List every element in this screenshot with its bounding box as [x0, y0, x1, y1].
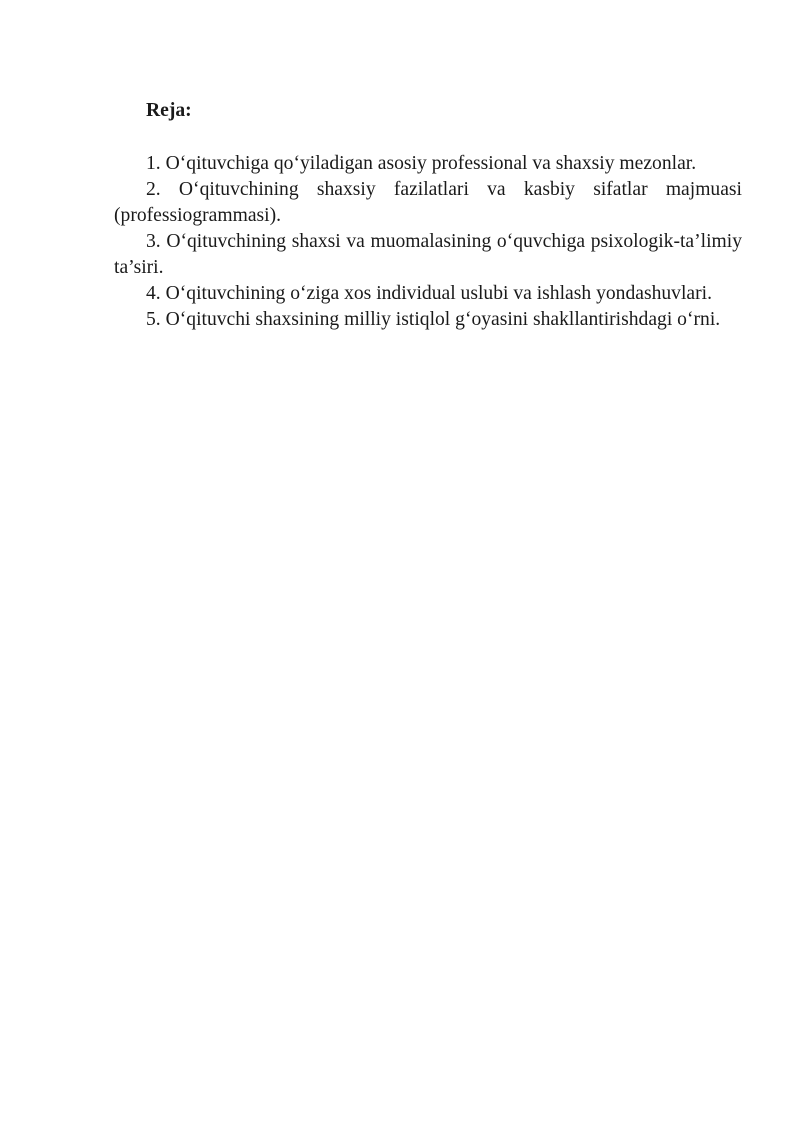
plan-item-4: 4. O‘qituvchining o‘ziga xos individual uslubi va ishlash yondashuvlari. — [146, 283, 712, 304]
plan-item-3: 3. O‘qituvchining shaxsi va muomalasining o‘quvchiga psixologik-ta’limiy ta’siri. — [114, 231, 742, 278]
plan-item-1: 1. O‘qituvchiga qo‘yiladigan asosiy professional va shaxsiy mezonlar. — [146, 153, 697, 174]
plan-item-2: 2. O‘qituvchining shaxsiy fazilatlari va kasbiy sifatlar majmuasi (professiogrammasi). — [114, 179, 742, 226]
plan-heading: Reja: — [146, 100, 192, 121]
document-content — [114, 98, 742, 333]
plan-list — [114, 151, 742, 333]
plan-item-5: 5. O‘qituvchi shaxsining milliy istiqlol g‘oyasini shakllantirishdagi o‘rni. — [146, 309, 721, 330]
